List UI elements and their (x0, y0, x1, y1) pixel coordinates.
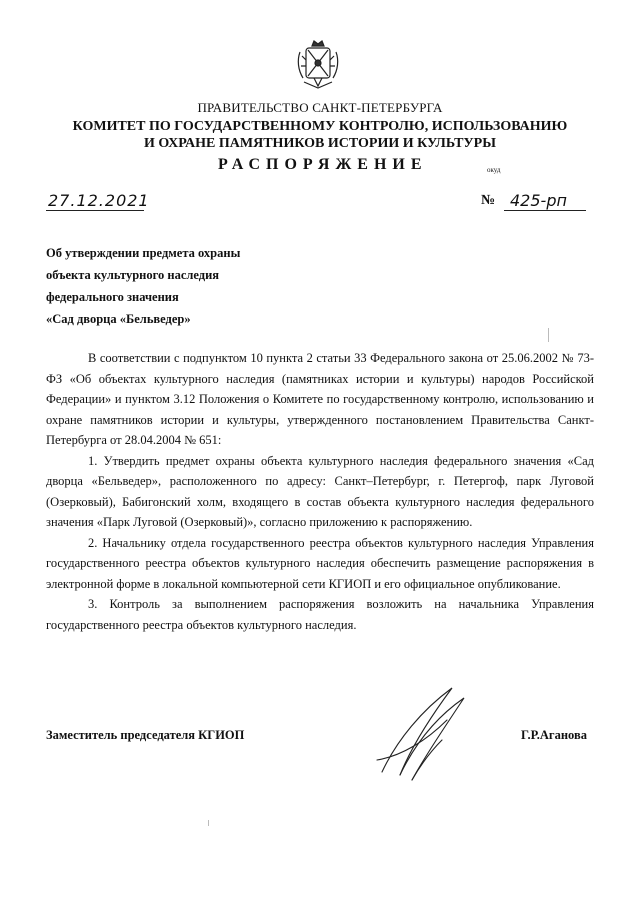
signatory-role: Заместитель председателя КГИОП (46, 728, 245, 742)
committee-title (0, 118, 640, 152)
handwritten-signature-icon (372, 680, 482, 790)
government-title: ПРАВИТЕЛЬСТВО САНКТ-ПЕТЕРБУРГА (197, 100, 443, 115)
scan-speck (208, 820, 209, 826)
clause-3-paragraph: 3. Контроль за выполнением распоряжения возложить на начальника Управления государственного реестра объектов культурного наследия. (46, 597, 594, 632)
document-subject (46, 246, 240, 334)
coat-of-arms-icon (296, 38, 340, 92)
document-type: РАСПОРЯЖЕНИЕ (218, 156, 428, 173)
clause-1-paragraph: 1. Утвердить предмет охраны объекта культурного наследия федерального значения «Сад дворца «Бельведер», расположенного по адресу: Санкт–Петербург, г. Петергоф, парк Луговой (Озерковый), Бабигонский холм, входящего в состав объекта культурного наследия федерального значения «Парк Луговой (Озерковый)», согласно приложению к распоряжению. (46, 453, 594, 529)
document-body (46, 348, 594, 635)
signatory-name: Г.Р.Аганова (521, 728, 587, 742)
committee-title-line-2: И ОХРАНЕ ПАМЯТНИКОВ ИСТОРИИ И КУЛЬТУРЫ (144, 136, 496, 151)
okud-label: окуд (487, 166, 501, 174)
subject-line: Об утверждении предмета охраны (46, 246, 241, 260)
subject-line: объекта культурного наследия (46, 268, 220, 282)
preamble-paragraph: В соответствии с подпунктом 10 пункта 2 статьи 33 Федерального закона от 25.06.2002 № 73-ФЗ «Об объектах культурного наследия (памятниках истории и культуры) народов Российской Федерации» и пунктом 3.12 Положения о Комитете по государственному контролю, использованию и охране памятников истории и культуры, утвержденного постановлением Правительства Санкт-Петербурга от 28.04.2004 № 651: (46, 351, 594, 447)
document-date: 27.12.2021 (48, 191, 150, 210)
scan-speck (548, 328, 549, 342)
number-label: № (481, 193, 496, 208)
subject-line: «Сад дворца «Бельведер» (46, 312, 191, 326)
clause-2-paragraph: 2. Начальнику отдела государственного реестра объектов культурного наследия Управления государственного реестра объектов культурного наследия обеспечить размещение распоряжения в электронной форме в локальной компьютерной сети КГИОП и его официальное опубликование. (46, 535, 594, 591)
document-number: 425-рп (504, 191, 586, 211)
subject-line: федерального значения (46, 290, 179, 304)
committee-title-line-1: КОМИТЕТ ПО ГОСУДАРСТВЕННОМУ КОНТРОЛЮ, ИСПОЛЬЗОВАНИЮ (72, 119, 568, 134)
